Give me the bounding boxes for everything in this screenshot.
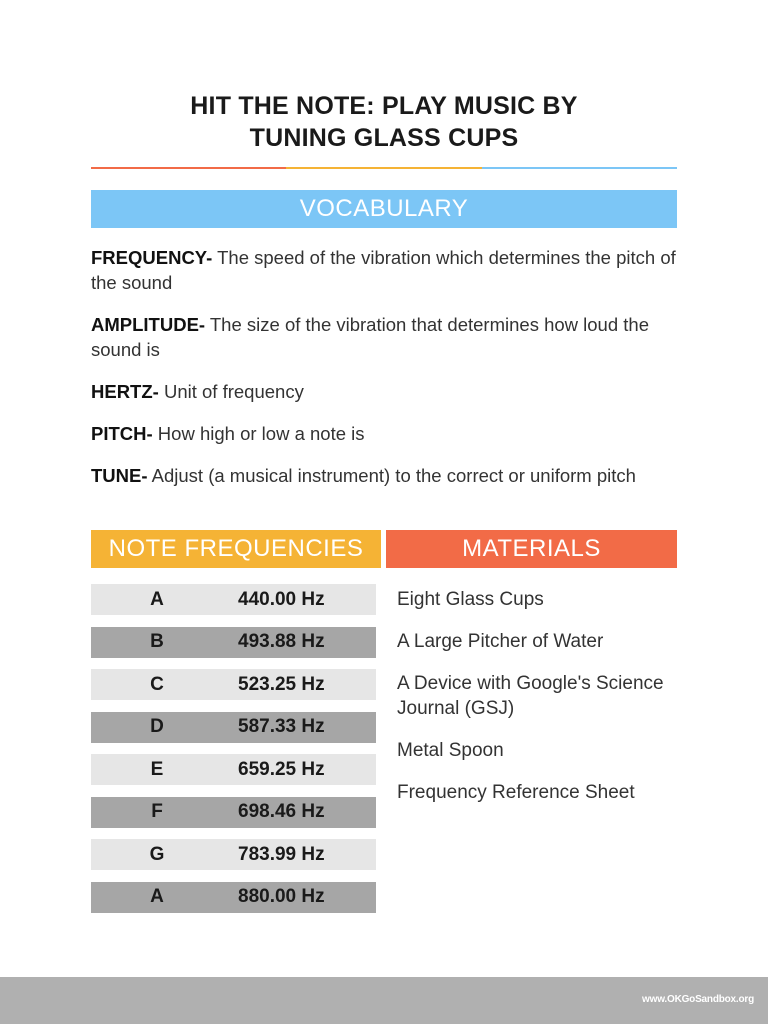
footer-url: www.OKGoSandbox.org [642, 994, 754, 1005]
page-title-line-1: HIT THE NOTE: PLAY MUSIC BY [190, 92, 578, 120]
table-row [91, 584, 376, 615]
footer-bar [0, 977, 768, 1024]
table-row [91, 839, 376, 870]
note-name: A [150, 588, 164, 610]
note-frequency: 880.00 Hz [238, 886, 325, 907]
vocabulary-definition: The size of the vibration that determines how loud the sound is [91, 314, 649, 360]
note-frequency: 523.25 Hz [238, 673, 325, 695]
note-name: C [150, 673, 164, 695]
vocabulary-entry [91, 463, 681, 488]
note-frequency: 587.33 Hz [238, 716, 325, 737]
note-frequency: 783.99 Hz [238, 843, 325, 865]
note-frequency: 698.46 Hz [238, 801, 325, 822]
note-frequency: 493.88 Hz [238, 631, 325, 652]
table-row [91, 882, 376, 913]
note-name: B [150, 631, 164, 652]
vocabulary-entry [91, 421, 681, 446]
title-divider [91, 167, 677, 169]
list-item: Metal Spoon [397, 740, 504, 761]
vocabulary-term: HERTZ- [91, 381, 159, 402]
vocabulary-definition: The speed of the vibration which determines the pitch of the sound [91, 247, 676, 293]
table-row [91, 712, 376, 743]
vocabulary-definition: Adjust (a musical instrument) to the correct or uniform pitch [147, 465, 636, 486]
note-name: F [151, 801, 163, 822]
materials-heading: MATERIALS [386, 530, 677, 568]
table-row [91, 669, 376, 700]
note-name: D [150, 716, 164, 737]
table-row [91, 754, 376, 785]
vocabulary-term: TUNE- [91, 465, 148, 486]
list-item: Frequency Reference Sheet [397, 782, 635, 803]
divider-segment-yellow [286, 167, 481, 169]
note-name: G [149, 843, 165, 865]
note-frequency: 659.25 Hz [238, 758, 325, 780]
materials-list [397, 587, 687, 822]
list-item: A Large Pitcher of Water [397, 631, 604, 652]
vocabulary-entry [91, 379, 681, 404]
vocabulary-definition: Unit of frequency [158, 381, 304, 402]
vocabulary-entry [91, 312, 681, 362]
table-row [91, 797, 376, 828]
list-item: Eight Glass Cups [397, 589, 544, 610]
divider-segment-blue [482, 167, 677, 169]
vocabulary-definition: How high or low a note is [152, 423, 365, 444]
page-title [0, 90, 768, 154]
vocabulary-term: FREQUENCY- [91, 247, 213, 268]
note-frequency: 440.00 Hz [238, 588, 325, 610]
note-name: A [150, 886, 164, 907]
table-row [91, 627, 376, 658]
vocabulary-term: PITCH- [91, 423, 153, 444]
list-item: A Device with Google's Science Journal (GSJ) [397, 673, 664, 719]
vocabulary-heading: VOCABULARY [91, 190, 677, 228]
vocabulary-list [91, 245, 681, 505]
page-title-line-2: TUNING GLASS CUPS [249, 124, 519, 152]
vocabulary-term: AMPLITUDE- [91, 314, 206, 335]
note-frequencies-heading: NOTE FREQUENCIES [91, 530, 381, 568]
vocabulary-entry [91, 245, 681, 295]
note-name: E [150, 758, 164, 780]
divider-segment-orange [91, 167, 286, 169]
note-frequency-table [91, 584, 376, 924]
